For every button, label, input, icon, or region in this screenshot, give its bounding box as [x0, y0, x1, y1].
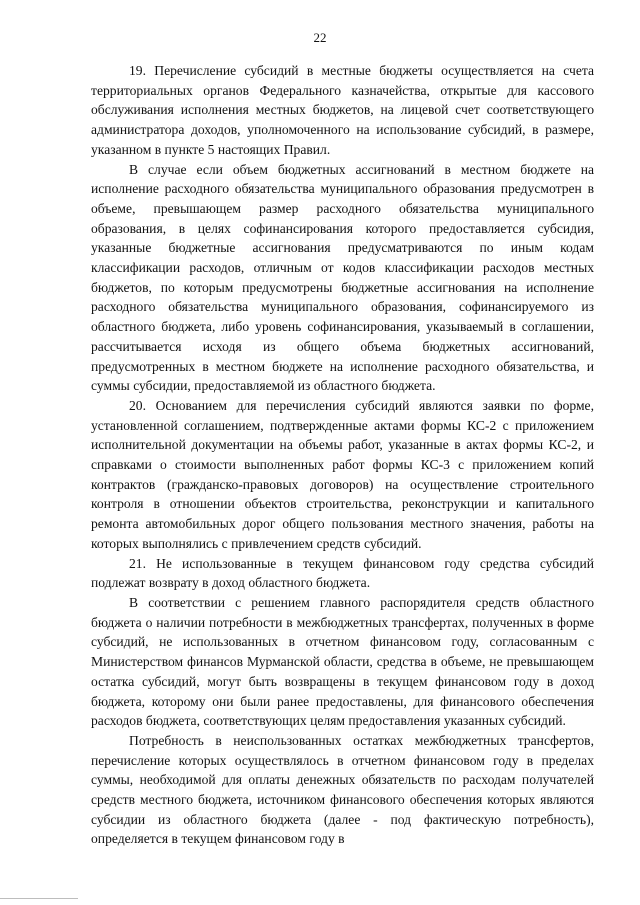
paragraph-19: 19. Перечисление субсидий в местные бюджеты осуществляется на счета территориальных органов Федерального казначейства, открытые для кассового обслуживания исполнения местных бюджетов, на лицевой счет соответствующего администратора доходов, уполномоченного на использование субсидий, в размере, указанном в пункте 5 настоящих Правил. — [91, 63, 594, 157]
paragraph-20: 20. Основанием для перечисления субсидий являются заявки по форме, установленной соглашением, подтвержденные актами формы КС-2 с приложением исполнительной документации на объемы работ, указанные в актах формы КС-2, и справками о стоимости выполненных работ формы КС-3 с приложением копий контрактов (гражданско-правовых договоров) на осуществление строительного контроля в отношении объектов строительства, реконструкции и капитального ремонта автомобильных дорог общего пользования местного значения, работы на которых выполнялись с привлечением средств субсидий. — [91, 397, 594, 551]
paragraph-21: 21. Не использованные в текущем финансовом году средства субсидий подлежат возврату в доход областного бюджета. — [91, 555, 594, 591]
paragraph-21-return: В соответствии с решением главного распорядителя средств областного бюджета о наличии потребности в межбюджетных трансфертах, полученных в форме субсидий, не использованных в отчетном финансовом году, согласованным с Министерством финансов Мурманской области, средства в объеме, не превышающем остатка субсидий, могут быть возвращены в текущем финансовом году в доход бюджета, которому они были ранее предоставлены, для финансового обеспечения расходов бюджета, соответствующих целям предоставления указанных субсидий. — [91, 594, 594, 729]
footer-divider — [0, 898, 78, 899]
paragraph-21-need: Потребность в неиспользованных остатках межбюджетных трансфертов, перечисление которых осуществлялось в отчетном финансовом году в пределах суммы, необходимой для оплаты денежных обязательств по расходам получателей средств местного бюджета, источником финансового обеспечения которых являются субсидии из областного бюджета (далее - под фактическую потребность), определяется в текущем финансовом году в — [91, 732, 594, 847]
page-number: 22 — [313, 30, 327, 45]
paragraph-19-cofinancing: В случае если объем бюджетных ассигнований в местном бюджете на исполнение расходного обязательства муниципального образования предусмотрен в объеме, превышающем размер расходного обязательства муниципального образования, в целях софинансирования которого предоставляется субсидия, указанные бюджетные ассигнования предусматриваются по иным кодам классификации расходов, отличным от кодов классификации расходов местных бюджетов, по которым предусмотрены бюджетные ассигнования на исполнение расходного обязательства муниципального образования, софинансируемого из областного бюджета, либо уровень софинансирования, указываемый в соглашении, рассчитывается исходя из общего объема бюджетных ассигнований, предусмотренных в местном бюджете на исполнение расходного обязательства, и суммы субсидии, предоставляемой из областного бюджета. — [91, 161, 594, 394]
document-body — [91, 61, 594, 849]
